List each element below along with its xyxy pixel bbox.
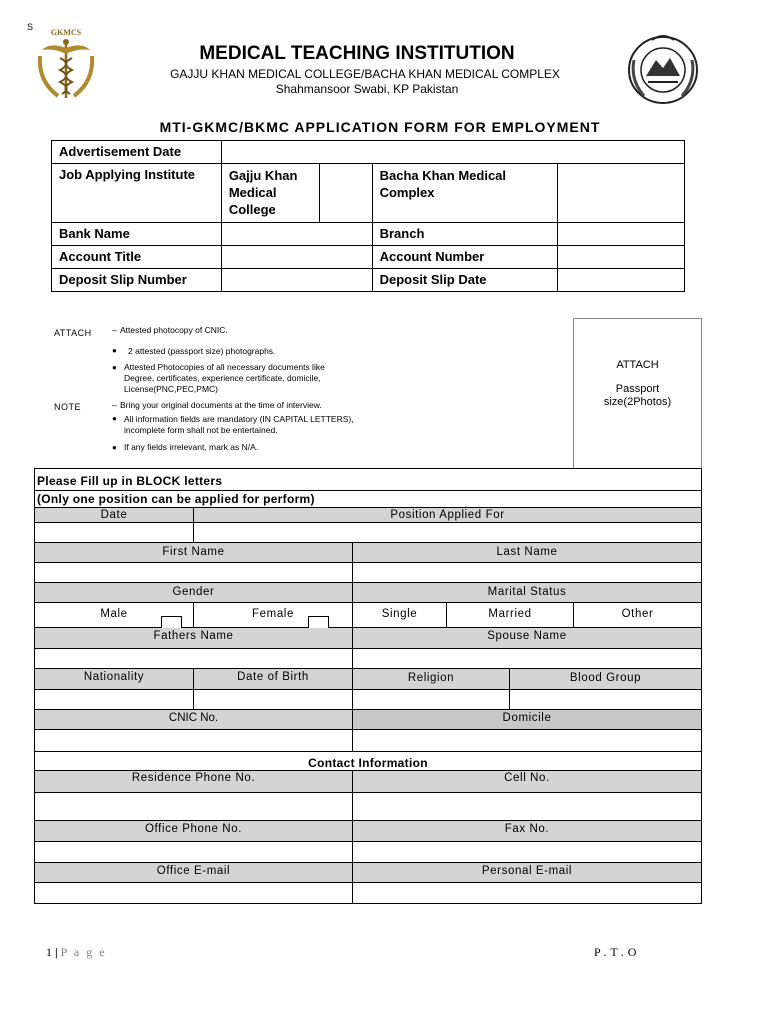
note-item-mandatory: All information fields are mandatory (IN CAPITAL LETTERS), incomplete form shall not be entertained. (124, 414, 354, 435)
form-row (35, 523, 701, 543)
page-subtitle-college: GAJJU KHAN MEDICAL COLLEGE/BACHA KHAN MEDICAL COMPLEX (170, 67, 560, 81)
passport-photo-box (573, 318, 702, 468)
job-applying-institute-label: Job Applying Institute (52, 164, 222, 223)
first-name-label: First Name (35, 543, 353, 562)
marital-option-married[interactable]: Married (447, 603, 574, 627)
bullet-icon: ● (112, 346, 117, 355)
bank-name-field[interactable] (221, 223, 372, 246)
form-row (35, 583, 701, 603)
form-row (35, 603, 701, 628)
female-label: Female (252, 608, 294, 620)
one-position-instruction: (Only one position can be applied for perform) (37, 492, 315, 506)
office-phone-label: Office Phone No. (35, 821, 353, 841)
note-label: NOTE (54, 402, 82, 412)
bacha-khan-checkbox[interactable] (558, 164, 685, 223)
domicile-label: Domicile (353, 710, 701, 729)
page-number-value: 1 (46, 945, 52, 959)
branch-label: Branch (372, 223, 558, 246)
form-row (35, 821, 701, 842)
marital-status-label: Marital Status (353, 583, 701, 602)
contact-information-heading: Contact Information (308, 756, 428, 770)
gajju-khan-option: Gajju Khan Medical College (221, 164, 319, 223)
deposit-slip-date-field[interactable] (558, 269, 685, 292)
domicile-field[interactable] (353, 730, 701, 751)
page-subtitle-address: Shahmansoor Swabi, KP Pakistan (275, 82, 459, 96)
bullet-icon: ● (112, 363, 117, 372)
gender-option-male[interactable] (35, 603, 194, 627)
gender-label: Gender (35, 583, 353, 602)
note-item-original-dash: – (112, 400, 117, 410)
cell-no-field[interactable] (353, 793, 701, 820)
marital-option-single[interactable]: Single (353, 603, 447, 627)
form-row (35, 649, 701, 669)
form-row (35, 469, 701, 491)
office-email-field[interactable] (35, 883, 353, 903)
form-row (35, 752, 701, 771)
religion-label: Religion (353, 669, 510, 689)
form-row (35, 543, 701, 563)
cnic-label: CNIC No. (35, 710, 353, 729)
deposit-slip-number-field[interactable] (221, 269, 372, 292)
personal-info-form (34, 468, 702, 904)
account-title-field[interactable] (221, 246, 372, 269)
first-name-field[interactable] (35, 563, 353, 582)
page-label: P a g e (60, 945, 107, 959)
form-row (35, 491, 701, 508)
photo-size-label: size(2Photos) (603, 396, 672, 408)
form-row (35, 883, 701, 903)
deposit-slip-number-label: Deposit Slip Number (52, 269, 222, 292)
note-item-original: Bring your original documents at the time of interview. (120, 400, 322, 410)
fathers-name-label: Fathers Name (35, 628, 353, 648)
fax-no-label: Fax No. (353, 821, 701, 841)
fax-no-field[interactable] (353, 842, 701, 862)
bullet-icon: ● (112, 443, 117, 452)
religion-field[interactable] (353, 690, 510, 709)
attach-item-photos: 2 attested (passport size) photographs. (128, 346, 276, 356)
block-letters-instruction: Please Fill up in BLOCK letters (37, 474, 223, 488)
nationality-label: Nationality (35, 669, 194, 689)
kp-emblem-icon (624, 30, 702, 106)
form-title: MTI-GKMC/BKMC APPLICATION FORM FOR EMPLOYMENT (159, 119, 601, 135)
gender-option-female[interactable] (194, 603, 353, 627)
date-label: Date (35, 508, 194, 522)
attach-item-cnic: Attested photocopy of CNIC. (120, 325, 228, 335)
pto-label: P.T.O (594, 945, 641, 959)
note-item-na: If any fields irrelevant, mark as N/A. (124, 442, 259, 452)
last-name-field[interactable] (353, 563, 701, 582)
blood-group-field[interactable] (510, 690, 701, 709)
date-field[interactable] (35, 523, 194, 542)
form-row (35, 690, 701, 710)
page-number: 1 | P a g e (46, 945, 107, 959)
form-row (35, 508, 701, 523)
position-applied-label: Position Applied For (194, 508, 701, 522)
position-applied-field[interactable] (194, 523, 701, 542)
branch-field[interactable] (558, 223, 685, 246)
form-row (35, 730, 701, 752)
form-row (35, 771, 701, 793)
attach-item-cnic-dash: – (112, 325, 117, 335)
account-title-label: Account Title (52, 246, 222, 269)
residence-phone-field[interactable] (35, 793, 353, 820)
personal-email-field[interactable] (353, 883, 701, 903)
bank-name-label: Bank Name (52, 223, 222, 246)
cell-no-label: Cell No. (353, 771, 701, 792)
date-of-birth-label: Date of Birth (194, 669, 353, 689)
spouse-name-label: Spouse Name (353, 628, 701, 648)
marital-option-other[interactable]: Other (621, 608, 654, 620)
male-checkbox[interactable] (161, 616, 182, 628)
date-of-birth-field[interactable] (194, 690, 353, 709)
attach-item-documents: Attested Photocopies of all necessary documents like Degree, certificates, experience certificate, domicile, License(PNC,PEC,PMC) (124, 362, 325, 394)
attach-label: ATTACH (54, 328, 92, 338)
institution-bank-table (51, 140, 685, 292)
form-row (35, 793, 701, 821)
corner-mark: S (27, 22, 34, 32)
account-number-label: Account Number (372, 246, 558, 269)
form-row (35, 628, 701, 649)
form-row (35, 669, 701, 690)
personal-email-label: Personal E-mail (353, 863, 701, 882)
bacha-khan-option: Bacha Khan Medical Complex (372, 164, 558, 223)
office-phone-field[interactable] (35, 842, 353, 862)
nationality-field[interactable] (35, 690, 194, 709)
cnic-field[interactable] (35, 730, 353, 751)
advertisement-date-label: Advertisement Date (52, 141, 222, 164)
blood-group-label: Blood Group (510, 669, 701, 689)
photo-passport-label: Passport (615, 383, 660, 395)
photo-attach-label: ATTACH (616, 359, 659, 371)
form-row (35, 710, 701, 730)
male-label: Male (100, 608, 128, 620)
page-title: MEDICAL TEACHING INSTITUTION (199, 43, 515, 64)
form-row (35, 863, 701, 883)
office-email-label: Office E-mail (35, 863, 353, 882)
account-number-field[interactable] (558, 246, 685, 269)
form-row (35, 842, 701, 863)
spouse-name-field[interactable] (353, 649, 701, 668)
female-checkbox[interactable] (308, 616, 329, 628)
residence-phone-label: Residence Phone No. (35, 771, 353, 792)
logo-left-text: GKMCS (50, 28, 82, 37)
last-name-label: Last Name (353, 543, 701, 562)
form-row (35, 563, 701, 583)
gajju-khan-checkbox[interactable] (319, 164, 372, 223)
fathers-name-field[interactable] (35, 649, 353, 668)
advertisement-date-field[interactable] (221, 141, 684, 164)
bullet-icon: ● (112, 414, 117, 423)
deposit-slip-date-label: Deposit Slip Date (372, 269, 558, 292)
